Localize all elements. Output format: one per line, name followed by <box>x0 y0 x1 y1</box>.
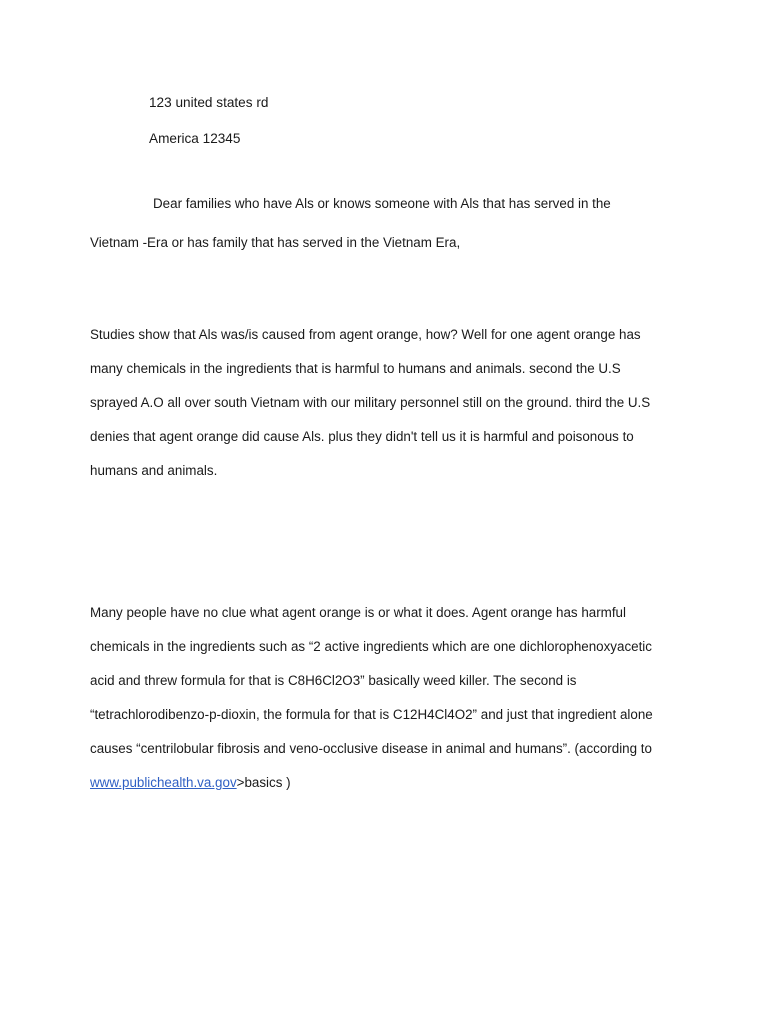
address-city-zip: America 12345 <box>149 131 241 146</box>
source-link[interactable]: www.publichealth.va.gov <box>90 775 237 790</box>
paragraph1-line-4: denies that agent orange did cause Als. plus they didn't tell us it is harmful and poisonous to <box>90 429 634 444</box>
paragraph2-line-2: chemicals in the ingredients such as “2 active ingredients which are one dichlorophenoxyacetic <box>90 639 652 654</box>
address-street: 123 united states rd <box>149 95 269 110</box>
paragraph2-line-3: acid and threw formula for that is C8H6Cl2O3” basically weed killer. The second is <box>90 673 577 688</box>
paragraph1-line-3: sprayed A.O all over south Vietnam with our military personnel still on the ground. third the U.S <box>90 395 651 410</box>
paragraph1-line-5: humans and animals. <box>90 463 218 478</box>
paragraph2-line-5: causes “centrilobular fibrosis and veno-occlusive disease in animal and humans”. (according to <box>90 741 652 756</box>
paragraph2-line-1: Many people have no clue what agent orange is or what it does. Agent orange has harmful <box>90 605 626 620</box>
paragraph2-line-6 <box>90 775 291 791</box>
salutation-line-1: Dear families who have Als or knows someone with Als that has served in the <box>153 196 611 211</box>
paragraph1-line-1: Studies show that Als was/is caused from agent orange, how? Well for one agent orange has <box>90 327 641 342</box>
salutation-line-2: Vietnam -Era or has family that has served in the Vietnam Era, <box>90 235 461 250</box>
source-link-suffix: >basics ) <box>236 775 291 790</box>
paragraph1-line-2: many chemicals in the ingredients that is harmful to humans and animals. second the U.S <box>90 361 621 376</box>
paragraph2-line-4: “tetrachlorodibenzo-p-dioxin, the formula for that is C12H4Cl4O2” and just that ingredient alone <box>90 707 653 722</box>
